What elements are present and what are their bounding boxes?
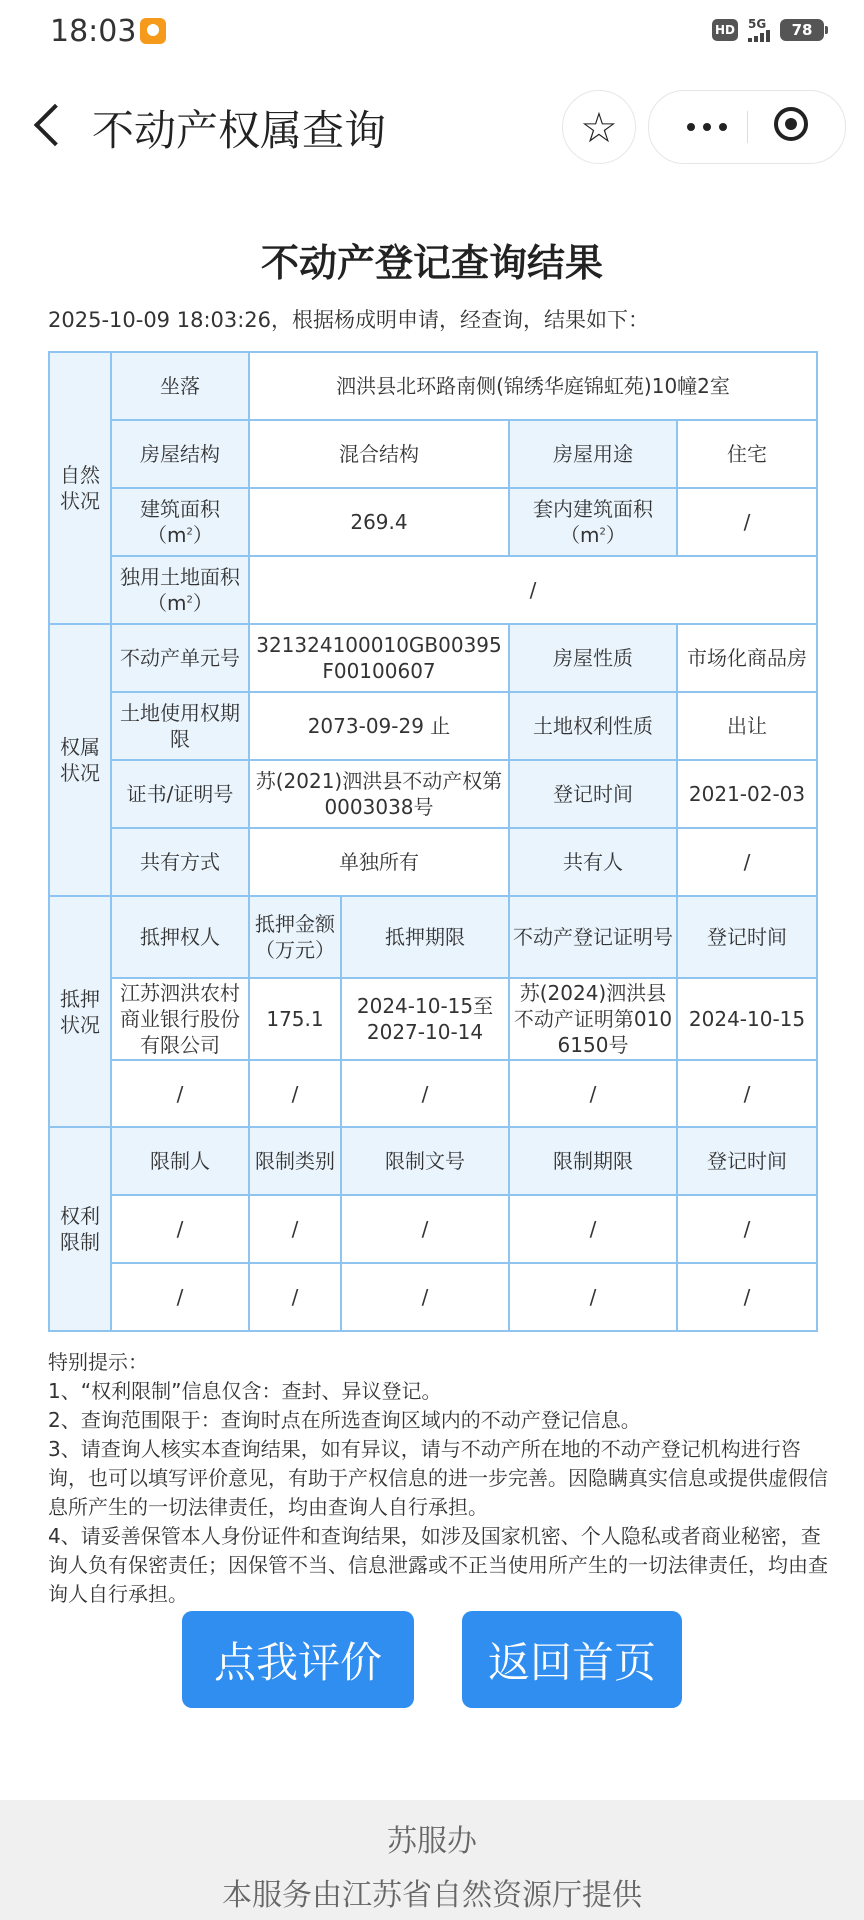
capsule-divider xyxy=(747,111,748,143)
table-cell: / xyxy=(677,1060,817,1127)
inner-area-value: / xyxy=(677,488,817,556)
section-natural: 自然状况 xyxy=(49,352,111,624)
note-item: 1、“权利限制”信息仅含：查封、异议登记。 xyxy=(48,1379,442,1403)
reg-time-label: 登记时间 xyxy=(509,760,677,828)
home-button[interactable]: 返回首页 xyxy=(462,1611,682,1708)
mortgage-cert-value: 苏(2024)泗洪县不动产证明第0106150号 xyxy=(509,978,677,1060)
status-time: 18:03 xyxy=(50,14,137,49)
co-owner-value: / xyxy=(677,828,817,896)
mini-program-capsule xyxy=(648,90,846,164)
table-cell: / xyxy=(111,1195,249,1263)
reg-time-value: 2021-02-03 xyxy=(677,760,817,828)
mortgage-header: 不动产登记证明号 xyxy=(509,896,677,978)
mortgage-reg-time-value: 2024-10-15 xyxy=(677,978,817,1060)
table-cell: / xyxy=(111,1263,249,1331)
table-cell: / xyxy=(509,1263,677,1331)
structure-value: 混合结构 xyxy=(249,420,509,488)
mortgage-header: 登记时间 xyxy=(677,896,817,978)
note-item: 2、查询范围限于：查询时点在所选查询区域内的不动产登记信息。 xyxy=(48,1408,641,1432)
table-cell: / xyxy=(341,1263,509,1331)
result-intro: 2025-10-09 18:03:26，根据杨成明申请，经查询，结果如下： xyxy=(48,308,650,332)
battery-icon: 78 xyxy=(780,19,824,41)
table-cell: / xyxy=(509,1060,677,1127)
section-restriction: 权利限制 xyxy=(49,1127,111,1331)
table-row xyxy=(49,978,817,1060)
property-nature-label: 房屋性质 xyxy=(509,624,677,692)
special-notes xyxy=(48,1348,828,1609)
location-label: 坐落 xyxy=(111,352,249,420)
area-value: 269.4 xyxy=(249,488,509,556)
land-term-label: 土地使用权期限 xyxy=(111,692,249,760)
land-area-label: 独用土地面积 $(m^2)$ xyxy=(111,556,249,624)
mortgage-term-value: 2024-10-15至2027-10-14 xyxy=(341,978,509,1060)
restriction-header: 登记时间 xyxy=(677,1127,817,1195)
co-own-label: 共有方式 xyxy=(111,828,249,896)
hd-icon: HD xyxy=(712,19,738,41)
notes-title: 特别提示： xyxy=(48,1350,148,1374)
table-cell: / xyxy=(249,1263,341,1331)
mortgage-header: 抵押权人 xyxy=(111,896,249,978)
result-table xyxy=(48,351,818,1332)
table-cell: / xyxy=(677,1195,817,1263)
page-title: 不动产权属查询 xyxy=(92,106,387,155)
unit-no-label: 不动产单元号 xyxy=(111,624,249,692)
note-item: 3、请查询人核实本查询结果，如有异议，请与不动产所在地的不动产登记机构进行咨询，也可以填写评价意见，有助于产权信息的进一步完善。因隐瞒真实信息或提供虚假信息所产生的一切法律责任，均由查询人自行承担。 xyxy=(48,1437,828,1519)
usage-label: 房屋用途 xyxy=(509,420,677,488)
nav-bar xyxy=(0,82,864,168)
land-right-value: 出让 xyxy=(677,692,817,760)
co-owner-label: 共有人 xyxy=(509,828,677,896)
favorite-star-icon[interactable]: ☆ xyxy=(562,90,636,164)
land-area-value: / xyxy=(249,556,817,624)
mortgagee-value: 江苏泗洪农村商业银行股份有限公司 xyxy=(111,978,249,1060)
table-row xyxy=(49,1195,817,1263)
footer xyxy=(0,1800,864,1920)
table-cell: / xyxy=(341,1195,509,1263)
network-type: 5G xyxy=(748,17,767,31)
table-row xyxy=(49,1060,817,1127)
restriction-header: 限制期限 xyxy=(509,1127,677,1195)
co-own-value: 单独所有 xyxy=(249,828,509,896)
restriction-header: 限制人 xyxy=(111,1127,249,1195)
status-bar xyxy=(0,0,864,70)
evaluate-button[interactable]: 点我评价 xyxy=(182,1611,414,1708)
table-cell: / xyxy=(111,1060,249,1127)
signal-icon xyxy=(748,18,770,42)
footer-service-name: 苏服办 xyxy=(387,1824,477,1859)
table-cell: / xyxy=(249,1060,341,1127)
table-cell: / xyxy=(341,1060,509,1127)
restriction-header: 限制文号 xyxy=(341,1127,509,1195)
structure-label: 房屋结构 xyxy=(111,420,249,488)
section-ownership: 权属状况 xyxy=(49,624,111,896)
close-target-icon[interactable] xyxy=(774,107,808,141)
inner-area-label: 套内建筑面积 $(m^2)$ xyxy=(509,488,677,556)
table-cell: / xyxy=(249,1195,341,1263)
footer-provider: 本服务由江苏省自然资源厅提供 xyxy=(222,1878,642,1913)
area-label: 建筑面积 $(m^2)$ xyxy=(111,488,249,556)
mortgage-amount-value: 175.1 xyxy=(249,978,341,1060)
location-value: 泗洪县北环路南侧(锦绣华庭锦虹苑)10幢2室 xyxy=(249,352,817,420)
mortgage-header: 抵押期限 xyxy=(341,896,509,978)
more-icon[interactable] xyxy=(677,109,737,145)
restriction-header: 限制类别 xyxy=(249,1127,341,1195)
cert-no-value: 苏(2021)泗洪县不动产权第0003038号 xyxy=(249,760,509,828)
mortgage-header: 抵押金额（万元） xyxy=(249,896,341,978)
back-icon[interactable] xyxy=(34,104,76,146)
result-title: 不动产登记查询结果 xyxy=(260,241,603,285)
section-mortgage: 抵押状况 xyxy=(49,896,111,1127)
land-right-label: 土地权利性质 xyxy=(509,692,677,760)
note-item: 4、请妥善保管本人身份证件和查询结果，如涉及国家机密、个人隐私或者商业秘密，查询人负有保密责任；因保管不当、信息泄露或不正当使用所产生的一切法律责任，均由查询人自行承担。 xyxy=(48,1524,828,1606)
table-row xyxy=(49,1263,817,1331)
cert-no-label: 证书/证明号 xyxy=(111,760,249,828)
unit-no-value: 321324100010GB00395F00100607 xyxy=(249,624,509,692)
app-notification-icon xyxy=(140,18,166,44)
table-cell: / xyxy=(677,1263,817,1331)
status-icons xyxy=(712,18,824,42)
usage-value: 住宅 xyxy=(677,420,817,488)
table-cell: / xyxy=(509,1195,677,1263)
land-term-value: 2073-09-29 止 xyxy=(249,692,509,760)
property-nature-value: 市场化商品房 xyxy=(677,624,817,692)
